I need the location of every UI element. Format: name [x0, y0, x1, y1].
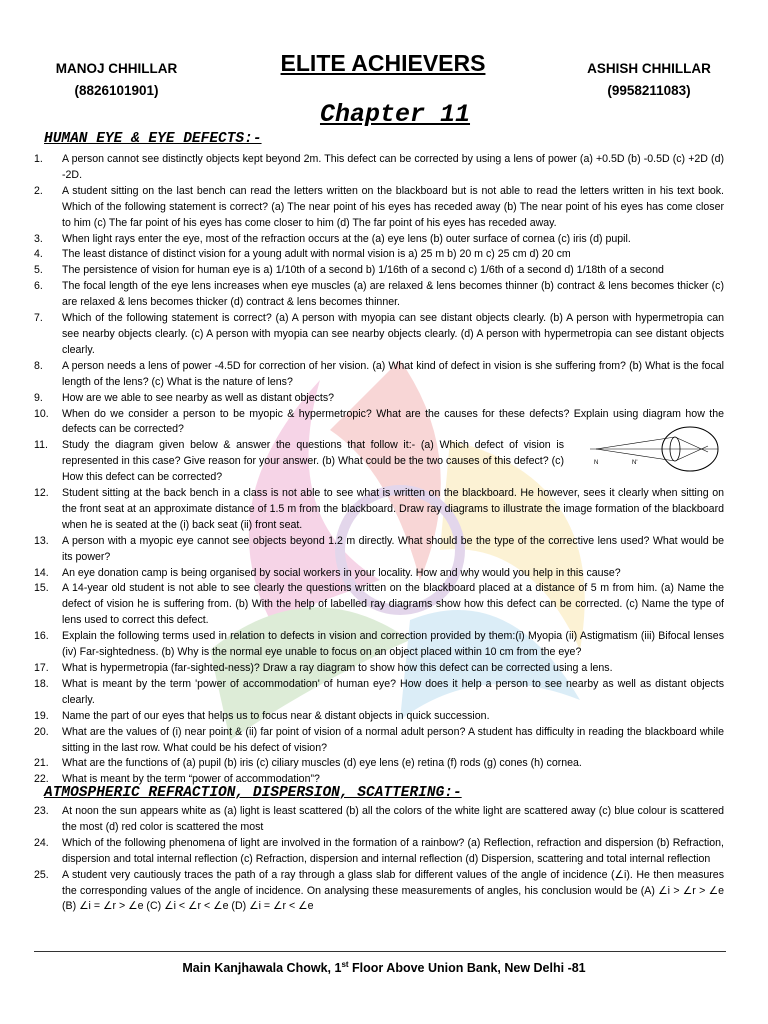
question-text: Which of the following phenomena of light are involved in the formation of a rainbow? (a) Reflection, refraction and dispersion (b) Refraction, dispersion and total internal reflection (c) Refraction, dispersion and internal reflection (d) Dispersion, scattering and total internal reflection: [62, 836, 724, 865]
question-text: What is hypermetropia (far-sighted-ness)? Draw a ray diagram to show how this defect can be corrected using a lens.: [62, 662, 613, 674]
question-24: [34, 836, 724, 868]
question-number: 3.: [34, 232, 43, 245]
question-number: 23.: [34, 805, 49, 817]
question-number: 20.: [34, 725, 49, 738]
question-14: [34, 566, 724, 582]
question-number: 6.: [34, 280, 43, 293]
question-number: 2.: [34, 184, 43, 197]
question-number: 19.: [34, 709, 49, 722]
footer-text-pre: Main Kanjhawala Chowk, 1: [182, 961, 342, 976]
question-text: At noon the sun appears white as (a) light is least scattered (b) all the colors of the white light are scattered away (c) blue colour is scattered the most (d) red color is scattered the most: [62, 805, 724, 833]
question-number: 9.: [34, 391, 43, 404]
question-3: [34, 232, 724, 248]
question-18: [34, 677, 724, 709]
question-number: 5.: [34, 264, 43, 277]
question-9: [34, 391, 724, 407]
question-text: The focal length of the eye lens increases when eye muscles (a) are relaxed & lens becomes thinner (b) contract & lens becomes thicker (c) are relaxed & lens becomes thicker (d) contract & lens becomes thinner.: [62, 280, 724, 309]
right-phone: (9958211083): [607, 83, 691, 98]
question-number: 13.: [34, 534, 49, 547]
question-number: 15.: [34, 582, 49, 595]
label-n: N: [594, 460, 599, 466]
question-25: [34, 868, 724, 916]
question-number: 17.: [34, 662, 49, 674]
footer-divider: [34, 951, 726, 952]
question-text: What are the functions of (a) pupil (b) iris (c) ciliary muscles (d) eye lens (e) retina (f) rods (g) cones (h) cornea.: [62, 757, 582, 770]
question-text: The least distance of distinct vision for a young adult with normal vision is a) 25 m b) 20 m c) 25 cm d) 20 cm: [62, 248, 571, 261]
question-number: 7.: [34, 312, 43, 325]
question-number: 11.: [34, 439, 48, 452]
question-text: A student sitting on the last bench can read the letters written on the blackboard but is not able to read the letters written in his text book. Which of the following statement is correct? (a) The near point of his eyes has receded away (b) The near point of his eyes has come closer to him (c) The far point of his eyes has come closer to him (d) The far point of his eyes has receded away.: [62, 184, 724, 229]
question-2: [34, 184, 724, 232]
question-number: 10.: [34, 407, 49, 420]
question-number: 12.: [34, 487, 49, 500]
question-text: What is meant by the term 'power of accommodation' of human eye? How does it help a person to see nearby as well as distant objects clearly.: [62, 677, 724, 706]
header-right: [574, 58, 724, 102]
section-heading-eye: HUMAN EYE & EYE DEFECTS:-: [44, 131, 262, 147]
question-number: 18.: [34, 677, 49, 690]
question-text: Explain the following terms used in relation to defects in vision and correction provided by them:(i) Myopia (ii) Astigmatism (iii) Bifocal lenses (iv) Far-sightedness. (b) Why is the normal eye unable to focus on an object placed within 10 cm from the eye?: [62, 630, 724, 659]
question-text: An eye donation camp is being organised by social workers in your locality. How and why would you help in this cause?: [62, 566, 621, 579]
question-13: [34, 534, 724, 566]
question-number: 14.: [34, 566, 49, 579]
chapter-title: Chapter 11: [319, 100, 471, 129]
label-n-prime: N': [632, 460, 638, 466]
question-8: [34, 359, 724, 391]
question-1: [34, 152, 724, 184]
right-name: ASHISH CHHILLAR: [587, 61, 711, 76]
question-number: 8.: [34, 359, 43, 372]
left-phone: (8826101901): [74, 83, 159, 98]
eye-ray-diagram: [590, 424, 726, 474]
question-15: [34, 581, 724, 629]
left-name: MANOJ CHHILLAR: [55, 61, 178, 76]
question-number: 21.: [34, 757, 49, 770]
question-number: 22.: [34, 773, 49, 786]
question-7: [34, 311, 724, 359]
question-text: Student sitting at the back bench in a class is not able to see what is written on the blackboard. He however, sees it clearly when sitting on the front seat at an approximate distance of 1.5 m from the blackboard. Draw ray diagrams to illustrate the image formation of the blackboard when he is seated at the (i) back seat (ii) front seat.: [62, 487, 724, 531]
question-text: What are the values of (i) near point & (ii) far point of vision of a normal adult person? A student has difficulty in reading the blackboard while sitting in the last row. What could be his defect of vision?: [62, 725, 724, 754]
question-number: 24.: [34, 836, 49, 849]
question-12: [34, 486, 724, 534]
question-text: Which of the following statement is correct? (a) A person with myopia can see distant objects clearly. (b) A person with hypermetropia can see nearby objects clearly. (c) A person with myopia can see nearby objects clearly. (d) A person with hypermetropia can see distant objects clearly.: [62, 312, 724, 356]
question-text: A person needs a lens of power -4.5D for correction of her vision. (a) What kind of defect in vision is she suffering from? (b) What is the focal length of the lens? (c) What is the nature of lens?: [62, 359, 724, 388]
header-title: ELITE ACHIEVERS: [280, 50, 486, 76]
question-19: [34, 709, 724, 725]
question-20: [34, 725, 724, 757]
question-text: What is meant by the term “power of accommodation”?: [62, 773, 320, 786]
question-list-atmo: [34, 804, 724, 915]
question-6: [34, 279, 724, 311]
question-21: [34, 756, 724, 772]
question-text: A person cannot see distinctly objects kept beyond 2m. This defect can be corrected by using a lens of power (a) +0.5D (b) -0.5D (c) +2D (d) -2D.: [62, 153, 724, 181]
question-text: Study the diagram given below & answer the questions that follow it:- (a) Which defect of vision is represented in this case? Give reason for your answer. (b) What could be the two causes of this defect? (c) How this defect can be corrected?: [62, 439, 564, 484]
question-text: When light rays enter the eye, most of the refraction occurs at the (a) eye lens (b) outer surface of cornea (c) iris (d) pupil.: [62, 232, 631, 245]
question-text: How are we able to see nearby as well as distant objects?: [62, 391, 335, 404]
section-heading-atmo: ATMOSPHERIC REFRACTION, DISPERSION, SCATTERING:-: [44, 785, 462, 801]
footer-address: [0, 960, 768, 975]
question-number: 4.: [34, 248, 43, 261]
header-left: [44, 58, 189, 102]
question-text: A person with a myopic eye cannot see objects beyond 1.2 m directly. What should be the type of the corrective lens used? What would be its power?: [62, 534, 724, 563]
question-number: 16.: [34, 630, 49, 643]
footer-text-post: Floor Above Union Bank, New Delhi -81: [348, 961, 586, 976]
question-23: [34, 804, 724, 836]
question-text: Name the part of our eyes that helps us to focus near & distant objects in quick succession.: [62, 709, 490, 722]
question-5: [34, 263, 724, 279]
footer-text-sup: st: [341, 960, 349, 969]
question-text: The persistence of vision for human eye is a) 1/10th of a second b) 1/16th of a second c) 1/6th of a second d) 1/18th of a second: [62, 264, 664, 277]
question-text: A 14-year old student is not able to see clearly the questions written on the blackboard placed at a distance of 5 m from him. (a) Name the defect of vision he is suffering from. (b) With the help of labelled ray diagrams show how this defect can be corrected. (c) Name the type of lens used to correct this defect.: [62, 582, 724, 627]
question-17: [34, 661, 724, 677]
question-16: [34, 629, 724, 661]
question-4: [34, 247, 724, 263]
question-text: When do we consider a person to be myopic & hypermetropic? What are the causes for these defects? Explain using diagram how the defects can be corrected?: [62, 407, 724, 436]
question-number: 1.: [34, 153, 43, 165]
question-text: A student very cautiously traces the path of a ray through a glass slab for different values of the angle of incidence (∠i). He then measures the corresponding values of the angle of incidence. On analysing these measurements of angles, his conclusion would be (A) ∠i > ∠r > ∠e (B) ∠i = ∠r > ∠e (C) ∠i < ∠r < ∠e (D) ∠i = ∠r < ∠e: [62, 868, 724, 913]
question-number: 25.: [34, 868, 49, 881]
